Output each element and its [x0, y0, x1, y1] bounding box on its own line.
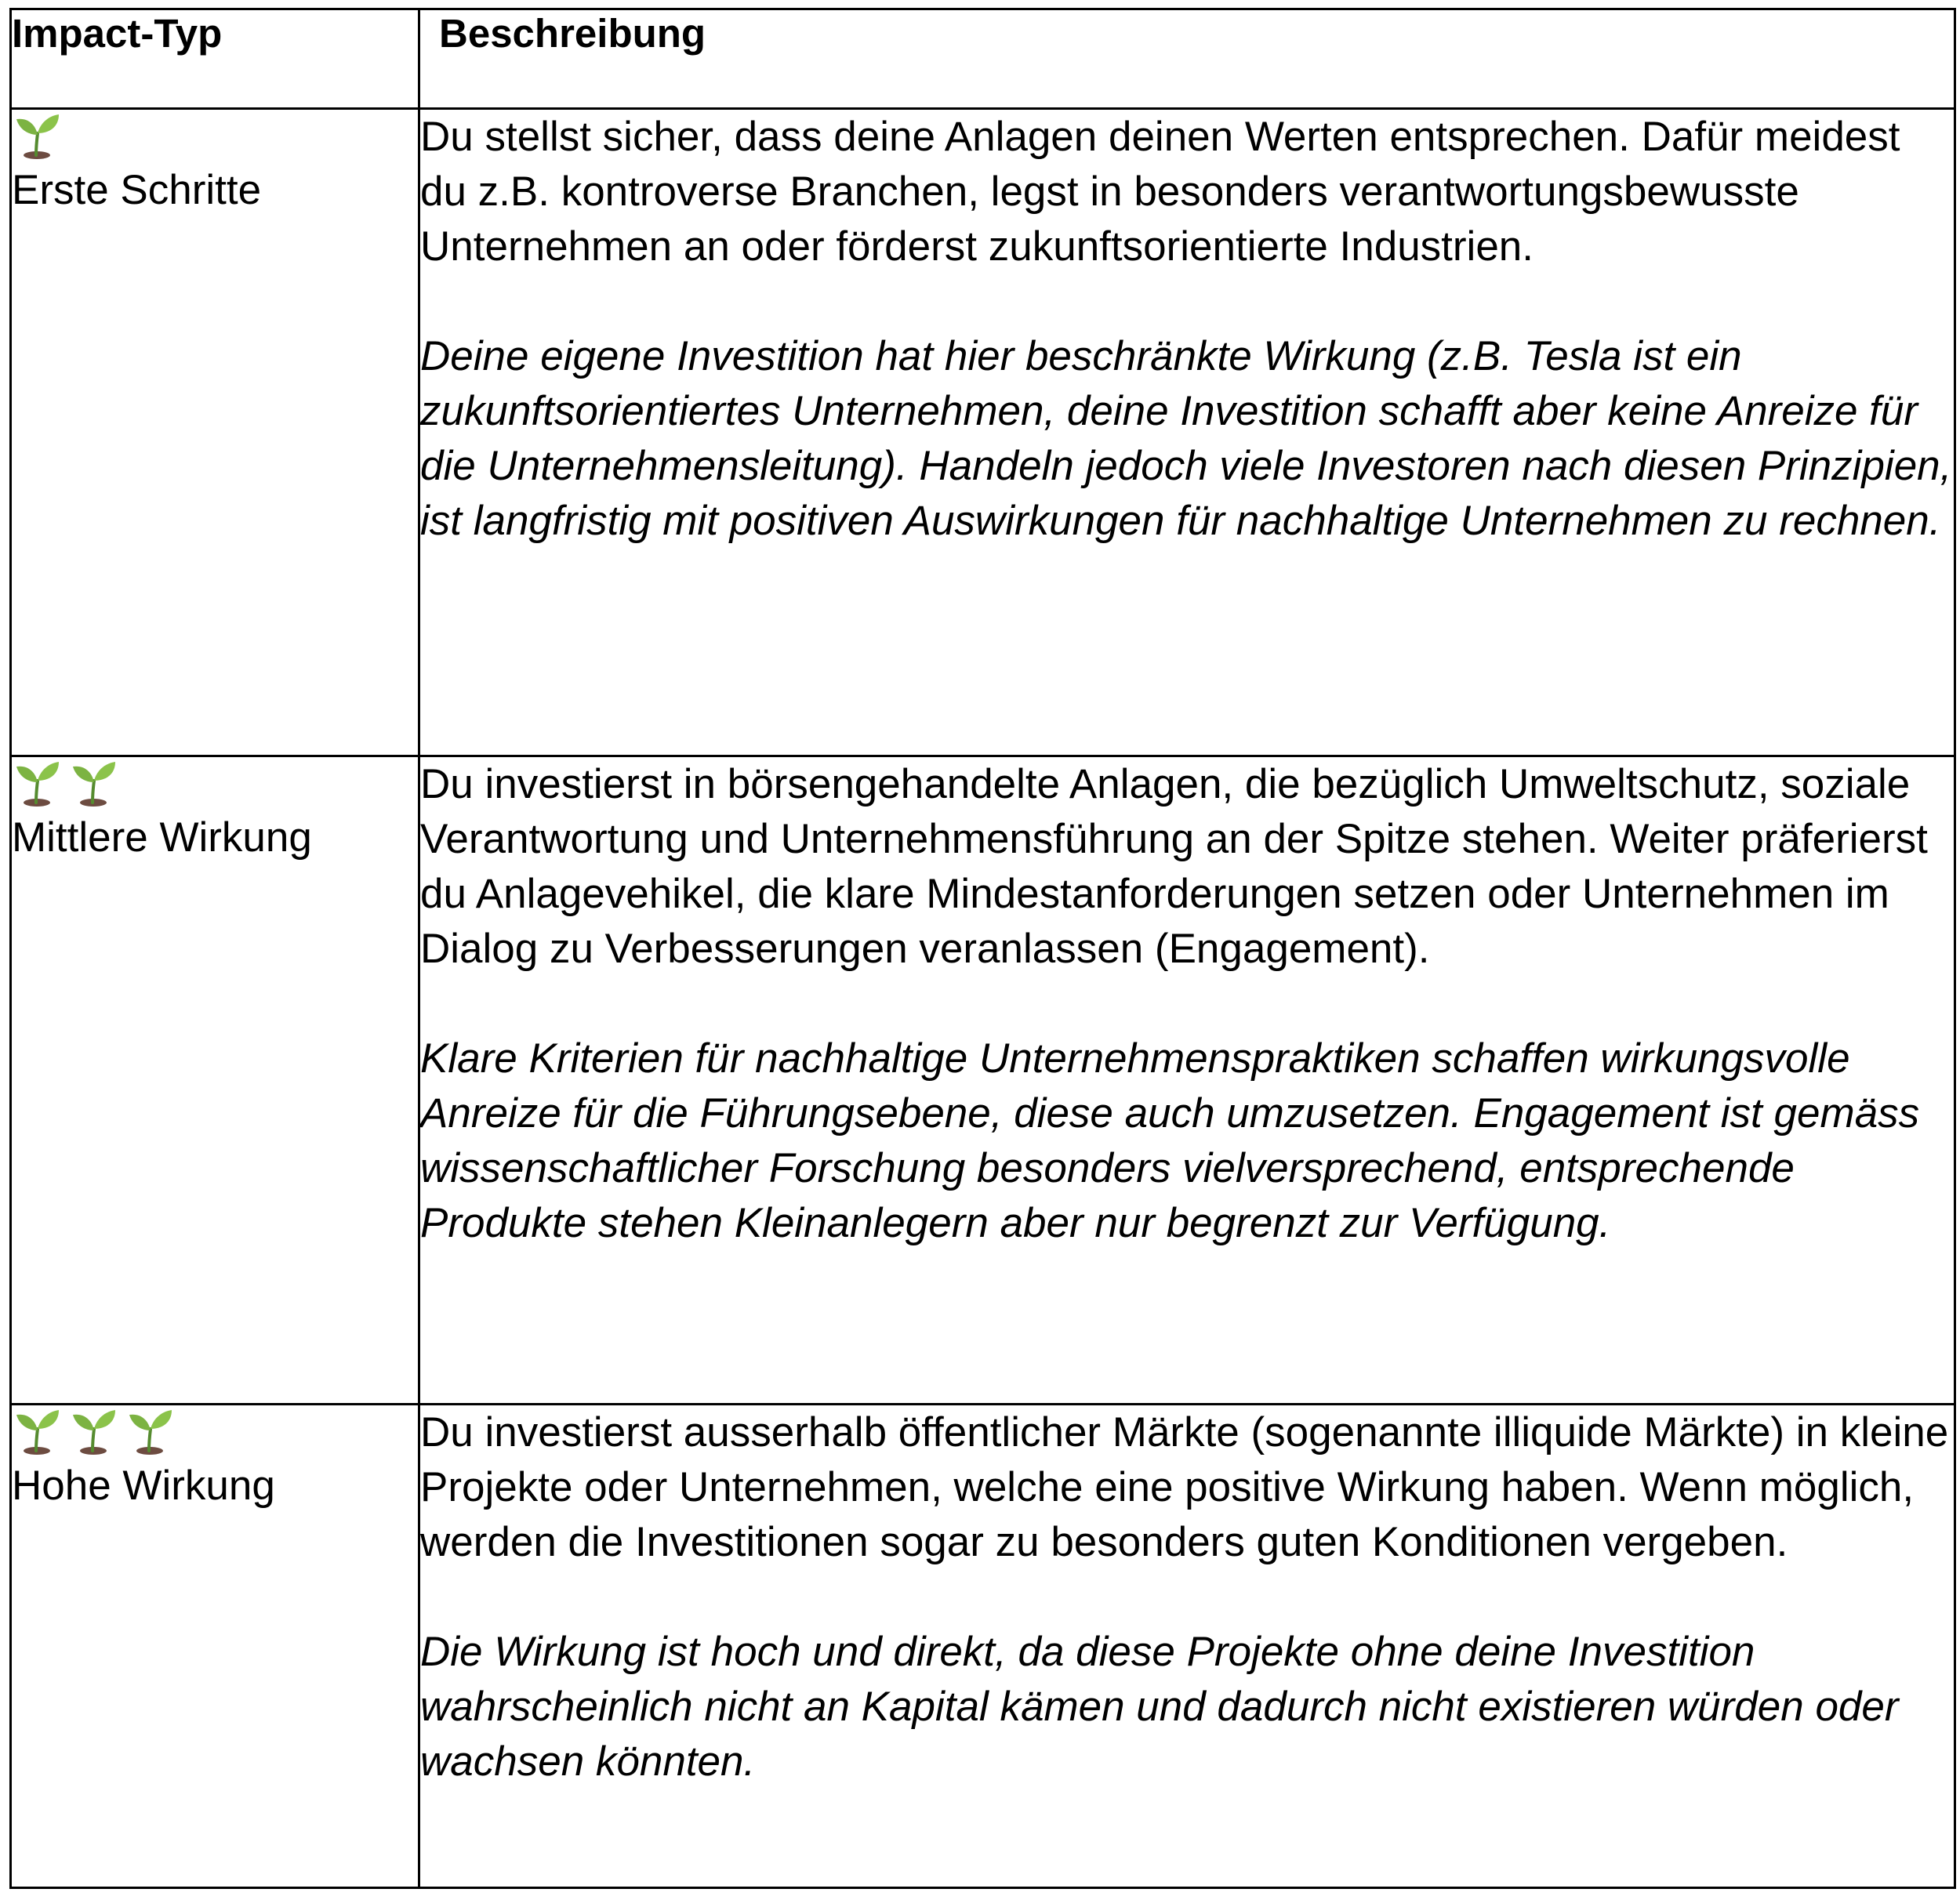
- impact-type-label: Erste Schritte: [12, 167, 262, 213]
- impact-type-cell: [11, 756, 419, 1405]
- table-row: [11, 756, 1955, 1405]
- impact-type-label: Mittlere Wirkung: [12, 814, 312, 861]
- header-description: Beschreibung: [419, 9, 1955, 109]
- sprout-group: [12, 1405, 418, 1456]
- description-cell: [419, 756, 1955, 1405]
- table-row: [11, 1405, 1955, 1888]
- description-text: Du investierst ausserhalb öffentlicher Märkte (sogenannte illiquide Märkte) in kleine Projekte oder Unternehmen, welche eine positive Wirkung haben. Wenn möglich, werden die Investitionen sogar zu besonders guten Konditionen vergeben.: [420, 1409, 1949, 1565]
- description-text: Du investierst in börsengehandelte Anlagen, die bezüglich Umweltschutz, soziale Verantwortung und Unternehmensführung an der Spitze stehen. Weiter präferierst du Anlagevehikel, die klare Mindestanforderungen setzen oder Unternehmen im Dialog zu Verbesserungen veranlassen (Engagement).: [420, 761, 1928, 972]
- description-note: Klare Kriterien für nachhaltige Unternehmenspraktiken schaffen wirkungsvolle Anreize für die Führungsebene, diese auch umzusetzen. Engagement ist gemäss wissenschaftlicher Forschung besonders vielversprechend, entsprechende Produkte stehen Kleinanlegern aber nur begrenzt zur Verfügung.: [420, 1035, 1920, 1246]
- description-cell: [419, 109, 1955, 756]
- impact-table: [9, 8, 1956, 1889]
- impact-type-cell: [11, 1405, 419, 1888]
- table-header-row: [11, 9, 1955, 109]
- header-impact-type: Impact-Typ: [11, 9, 419, 109]
- seedling-icon: [68, 757, 118, 807]
- sprout-group: [12, 110, 418, 160]
- seedling-icon: [68, 1405, 118, 1456]
- impact-type-cell: [11, 109, 419, 756]
- description-cell: [419, 1405, 1955, 1888]
- table-row: [11, 109, 1955, 756]
- seedling-icon: [12, 110, 62, 160]
- description-note: Die Wirkung ist hoch und direkt, da diese Projekte ohne deine Investition wahrscheinlich nicht an Kapital kämen und dadurch nicht existieren würden oder wachsen könnten.: [420, 1629, 1899, 1785]
- seedling-icon: [125, 1405, 175, 1456]
- impact-type-label: Hohe Wirkung: [12, 1463, 275, 1509]
- description-note: Deine eigene Investition hat hier beschränkte Wirkung (z.B. Tesla ist ein zukunftsorientiertes Unternehmen, deine Investition schafft aber keine Anreize für die Unternehmensleitung). Handeln jedoch viele Investoren nach diesen Prinzipien, ist langfristig mit positiven Auswirkungen für nachhaltige Unternehmen zu rechnen.: [420, 333, 1952, 544]
- sprout-group: [12, 757, 418, 807]
- description-text: Du stellst sicher, dass deine Anlagen deinen Werten entsprechen. Dafür meidest du z.B. kontroverse Branchen, legst in besonders verantwortungsbewusste Unternehmen an oder förderst zukunftsorientierte Industrien.: [420, 114, 1900, 270]
- seedling-icon: [12, 1405, 62, 1456]
- seedling-icon: [12, 757, 62, 807]
